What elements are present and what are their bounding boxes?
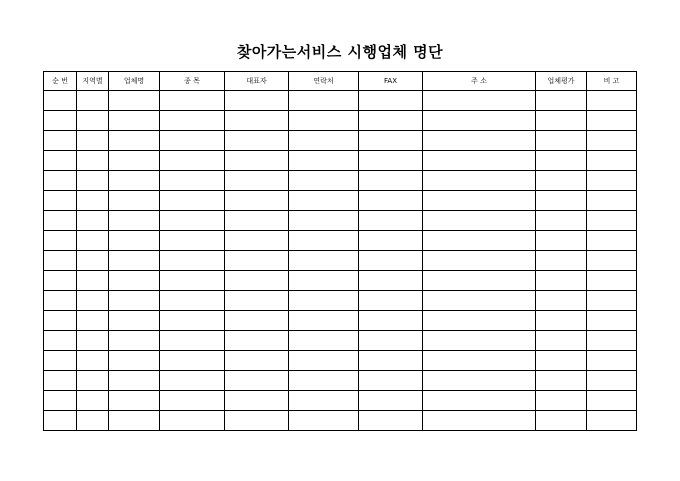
- table-cell: [423, 411, 536, 431]
- table-cell: [587, 291, 637, 311]
- table-cell: [160, 271, 225, 291]
- table-cell: [536, 271, 587, 291]
- table-cell: [536, 91, 587, 111]
- table-cell: [536, 411, 587, 431]
- table-cell: [44, 231, 77, 251]
- table-cell: [225, 331, 289, 351]
- table-cell: [225, 391, 289, 411]
- table-cell: [109, 251, 160, 271]
- table-cell: [225, 131, 289, 151]
- table-cell: [289, 151, 359, 171]
- table-cell: [109, 311, 160, 331]
- table-cell: [109, 331, 160, 351]
- table-body: [44, 91, 637, 431]
- table-row: [44, 171, 637, 191]
- table-cell: [44, 351, 77, 371]
- table-cell: [536, 231, 587, 251]
- table-cell: [77, 231, 109, 251]
- table-cell: [77, 131, 109, 151]
- table-cell: [423, 331, 536, 351]
- column-header-business-type: 종 목: [160, 72, 225, 91]
- table-cell: [587, 211, 637, 231]
- table-cell: [160, 111, 225, 131]
- table-cell: [359, 211, 423, 231]
- table-cell: [109, 391, 160, 411]
- table-cell: [109, 191, 160, 211]
- table-cell: [587, 251, 637, 271]
- table-cell: [536, 311, 587, 331]
- table-cell: [289, 211, 359, 231]
- table-cell: [77, 271, 109, 291]
- table-cell: [77, 171, 109, 191]
- table-cell: [587, 191, 637, 211]
- table-cell: [160, 351, 225, 371]
- table-cell: [536, 191, 587, 211]
- table-row: [44, 331, 637, 351]
- table-cell: [536, 211, 587, 231]
- table-cell: [359, 371, 423, 391]
- table-cell: [160, 371, 225, 391]
- column-header-representative: 대표자: [225, 72, 289, 91]
- table-row: [44, 271, 637, 291]
- table-cell: [44, 111, 77, 131]
- table-row: [44, 91, 637, 111]
- table-cell: [109, 411, 160, 431]
- table-cell: [289, 91, 359, 111]
- table-cell: [77, 411, 109, 431]
- table-cell: [77, 211, 109, 231]
- table-cell: [160, 411, 225, 431]
- table-cell: [160, 391, 225, 411]
- table-cell: [587, 331, 637, 351]
- table-cell: [77, 391, 109, 411]
- table-cell: [44, 271, 77, 291]
- table-cell: [536, 351, 587, 371]
- table-cell: [44, 371, 77, 391]
- table-cell: [225, 91, 289, 111]
- table-cell: [225, 311, 289, 331]
- table-cell: [160, 231, 225, 251]
- table-cell: [536, 291, 587, 311]
- table-cell: [160, 291, 225, 311]
- table-header-row: [44, 72, 637, 91]
- table-cell: [44, 311, 77, 331]
- table-cell: [423, 311, 536, 331]
- table-cell: [289, 291, 359, 311]
- table-cell: [587, 231, 637, 251]
- table-cell: [536, 251, 587, 271]
- table-cell: [536, 131, 587, 151]
- table-cell: [77, 371, 109, 391]
- table-cell: [44, 291, 77, 311]
- table-row: [44, 411, 637, 431]
- table-cell: [289, 331, 359, 351]
- table-cell: [160, 171, 225, 191]
- table-cell: [359, 111, 423, 131]
- table-cell: [359, 171, 423, 191]
- table-cell: [225, 411, 289, 431]
- table-cell: [225, 291, 289, 311]
- table-cell: [77, 311, 109, 331]
- table-cell: [359, 351, 423, 371]
- table-cell: [44, 91, 77, 111]
- table-cell: [587, 351, 637, 371]
- table-cell: [77, 351, 109, 371]
- table-cell: [423, 391, 536, 411]
- table-cell: [587, 371, 637, 391]
- table-cell: [77, 151, 109, 171]
- table-cell: [359, 331, 423, 351]
- table-row: [44, 131, 637, 151]
- table-cell: [44, 251, 77, 271]
- document-title: 찾아가는서비스 시행업체 명단: [236, 43, 444, 61]
- table-cell: [536, 151, 587, 171]
- table-cell: [44, 211, 77, 231]
- table-cell: [423, 151, 536, 171]
- table-cell: [77, 331, 109, 351]
- table-row: [44, 111, 637, 131]
- table-row: [44, 211, 637, 231]
- column-header-address: 주 소: [423, 72, 536, 91]
- table-cell: [423, 231, 536, 251]
- table-cell: [359, 411, 423, 431]
- table-cell: [423, 91, 536, 111]
- table-cell: [160, 311, 225, 331]
- table-cell: [160, 211, 225, 231]
- table-cell: [423, 291, 536, 311]
- table-cell: [289, 271, 359, 291]
- table-row: [44, 191, 637, 211]
- table-cell: [423, 271, 536, 291]
- table-cell: [587, 151, 637, 171]
- table-cell: [225, 271, 289, 291]
- table-cell: [44, 191, 77, 211]
- table-row: [44, 351, 637, 371]
- table-cell: [44, 171, 77, 191]
- table-cell: [225, 231, 289, 251]
- table-cell: [109, 271, 160, 291]
- table-cell: [109, 231, 160, 251]
- table-cell: [289, 391, 359, 411]
- table-row: [44, 391, 637, 411]
- table-cell: [587, 111, 637, 131]
- table-cell: [44, 391, 77, 411]
- table-cell: [536, 111, 587, 131]
- table-cell: [77, 251, 109, 271]
- table-cell: [225, 351, 289, 371]
- table-cell: [225, 151, 289, 171]
- column-header-region: 지역별: [77, 72, 109, 91]
- table-cell: [359, 151, 423, 171]
- table-cell: [44, 131, 77, 151]
- table-cell: [359, 131, 423, 151]
- table-cell: [160, 151, 225, 171]
- table-cell: [536, 371, 587, 391]
- table-cell: [77, 91, 109, 111]
- table-cell: [587, 131, 637, 151]
- column-header-remarks: 비 고: [587, 72, 637, 91]
- table-cell: [160, 91, 225, 111]
- table-cell: [587, 91, 637, 111]
- table-cell: [587, 271, 637, 291]
- table-cell: [77, 191, 109, 211]
- table-cell: [225, 371, 289, 391]
- table-cell: [423, 131, 536, 151]
- table-cell: [44, 151, 77, 171]
- table-cell: [109, 111, 160, 131]
- table-cell: [289, 171, 359, 191]
- table-cell: [289, 311, 359, 331]
- table-cell: [109, 171, 160, 191]
- column-header-company-rating: 업체평가: [536, 72, 587, 91]
- table-cell: [359, 231, 423, 251]
- table-cell: [359, 251, 423, 271]
- column-header-company-name: 업체명: [109, 72, 160, 91]
- column-header-seq-no: 순 번: [44, 72, 77, 91]
- table-cell: [160, 131, 225, 151]
- table-cell: [587, 391, 637, 411]
- table-cell: [423, 351, 536, 371]
- table-row: [44, 371, 637, 391]
- table-cell: [225, 211, 289, 231]
- table-cell: [160, 191, 225, 211]
- table-cell: [536, 391, 587, 411]
- table-cell: [109, 371, 160, 391]
- table-cell: [423, 211, 536, 231]
- table-cell: [359, 391, 423, 411]
- table-cell: [289, 231, 359, 251]
- table-cell: [109, 131, 160, 151]
- table-cell: [587, 171, 637, 191]
- table-cell: [225, 191, 289, 211]
- table-row: [44, 231, 637, 251]
- table-cell: [44, 411, 77, 431]
- table-cell: [359, 191, 423, 211]
- vendor-roster-table: [43, 71, 637, 431]
- table-row: [44, 291, 637, 311]
- table-cell: [536, 171, 587, 191]
- table-cell: [289, 251, 359, 271]
- table-cell: [289, 191, 359, 211]
- table-cell: [225, 251, 289, 271]
- table-cell: [289, 351, 359, 371]
- table-row: [44, 151, 637, 171]
- table-cell: [77, 111, 109, 131]
- table-cell: [109, 291, 160, 311]
- table-row: [44, 251, 637, 271]
- table-cell: [109, 211, 160, 231]
- table-cell: [289, 371, 359, 391]
- table-cell: [587, 311, 637, 331]
- table-cell: [359, 271, 423, 291]
- column-header-contact: 연락처: [289, 72, 359, 91]
- table-cell: [77, 291, 109, 311]
- table-cell: [587, 411, 637, 431]
- table-cell: [359, 291, 423, 311]
- table-cell: [423, 111, 536, 131]
- table-cell: [109, 91, 160, 111]
- table-cell: [289, 131, 359, 151]
- table-row: [44, 311, 637, 331]
- table-cell: [109, 351, 160, 371]
- table-cell: [423, 251, 536, 271]
- table-cell: [289, 111, 359, 131]
- table-cell: [423, 191, 536, 211]
- table-cell: [160, 331, 225, 351]
- table-cell: [423, 171, 536, 191]
- table-cell: [225, 111, 289, 131]
- table-cell: [289, 411, 359, 431]
- table-cell: [359, 91, 423, 111]
- table-cell: [536, 331, 587, 351]
- table-cell: [109, 151, 160, 171]
- table-cell: [225, 171, 289, 191]
- table-cell: [44, 331, 77, 351]
- table-cell: [160, 251, 225, 271]
- column-header-fax: FAX: [359, 72, 423, 91]
- table-cell: [423, 371, 536, 391]
- table-cell: [359, 311, 423, 331]
